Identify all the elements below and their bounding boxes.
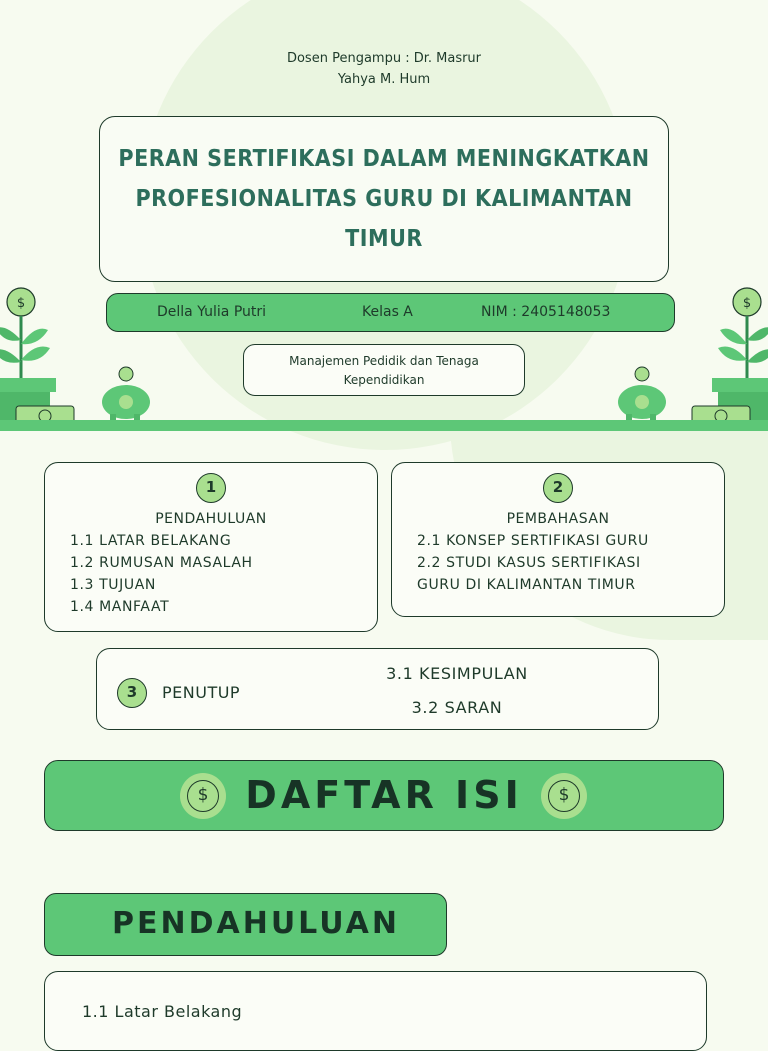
document-title: PERAN SERTIFIKASI DALAM MENINGKATKAN PROFESIONALITAS GURU DI KALIMANTAN TIMUR [118,146,650,252]
title-box [99,116,669,282]
lecturer-info [200,48,568,90]
plant-pot-right-illustration [690,284,768,424]
chapter-title: PENDAHULUAN [112,906,400,941]
toc-card-pendahuluan [44,462,378,632]
svg-text:$: $ [16,296,26,311]
section-number-badge: 1 [196,473,226,503]
class-label: Kelas A [362,304,413,320]
subsection-box [44,971,707,1051]
student-name: Della Yulia Putri [157,304,267,320]
svg-text:$: $ [742,296,752,311]
toc-item: 2.2 STUDI KASUS SERTIFIKASI [417,555,641,571]
lecturer-line-1: Dosen Pengampu : Dr. Masrur [286,51,482,66]
dollar-coin-icon: $ [180,773,226,819]
subsection-title: 1.1 Latar Belakang [82,1002,243,1021]
study-program: Manajemen Pedidik dan Tenaga Kependidikan [289,354,479,387]
toc-card-pembahasan [391,462,725,617]
plant-pot-left-illustration [0,284,80,424]
section-heading: PENUTUP [162,683,241,702]
ground-strip [0,420,768,431]
section-number-badge: 2 [543,473,573,503]
daftar-isi-banner [44,760,724,831]
student-info-bar [106,293,675,332]
nim-label: NIM : 2405148053 [481,304,611,320]
toc-item: 1.2 RUMUSAN MASALAH [70,555,253,571]
toc-item: 3.2 SARAN [411,698,503,717]
toc-item: 1.4 MANFAAT [70,599,170,615]
piggy-bank-right-illustration [612,364,672,424]
toc-item: 1.1 LATAR BELAKANG [70,533,232,549]
toc-item: 3.1 KESIMPULAN [386,664,528,683]
dollar-coin-icon: $ [541,773,587,819]
daftar-isi-title: DAFTAR ISI [245,773,523,817]
toc-item: 1.3 TUJUAN [70,577,156,593]
piggy-bank-left-illustration [96,364,156,424]
toc-item: GURU DI KALIMANTAN TIMUR [417,577,636,593]
chapter-heading-box [44,893,447,956]
section-heading: PENDAHULUAN [155,511,267,527]
section-number-badge: 3 [117,678,147,708]
study-program-box [243,344,525,396]
lecturer-line-2: Yahya M. Hum [337,72,431,87]
toc-item: 2.1 KONSEP SERTIFIKASI GURU [417,533,649,549]
section-heading: PEMBAHASAN [506,511,610,527]
toc-card-penutup [96,648,659,730]
